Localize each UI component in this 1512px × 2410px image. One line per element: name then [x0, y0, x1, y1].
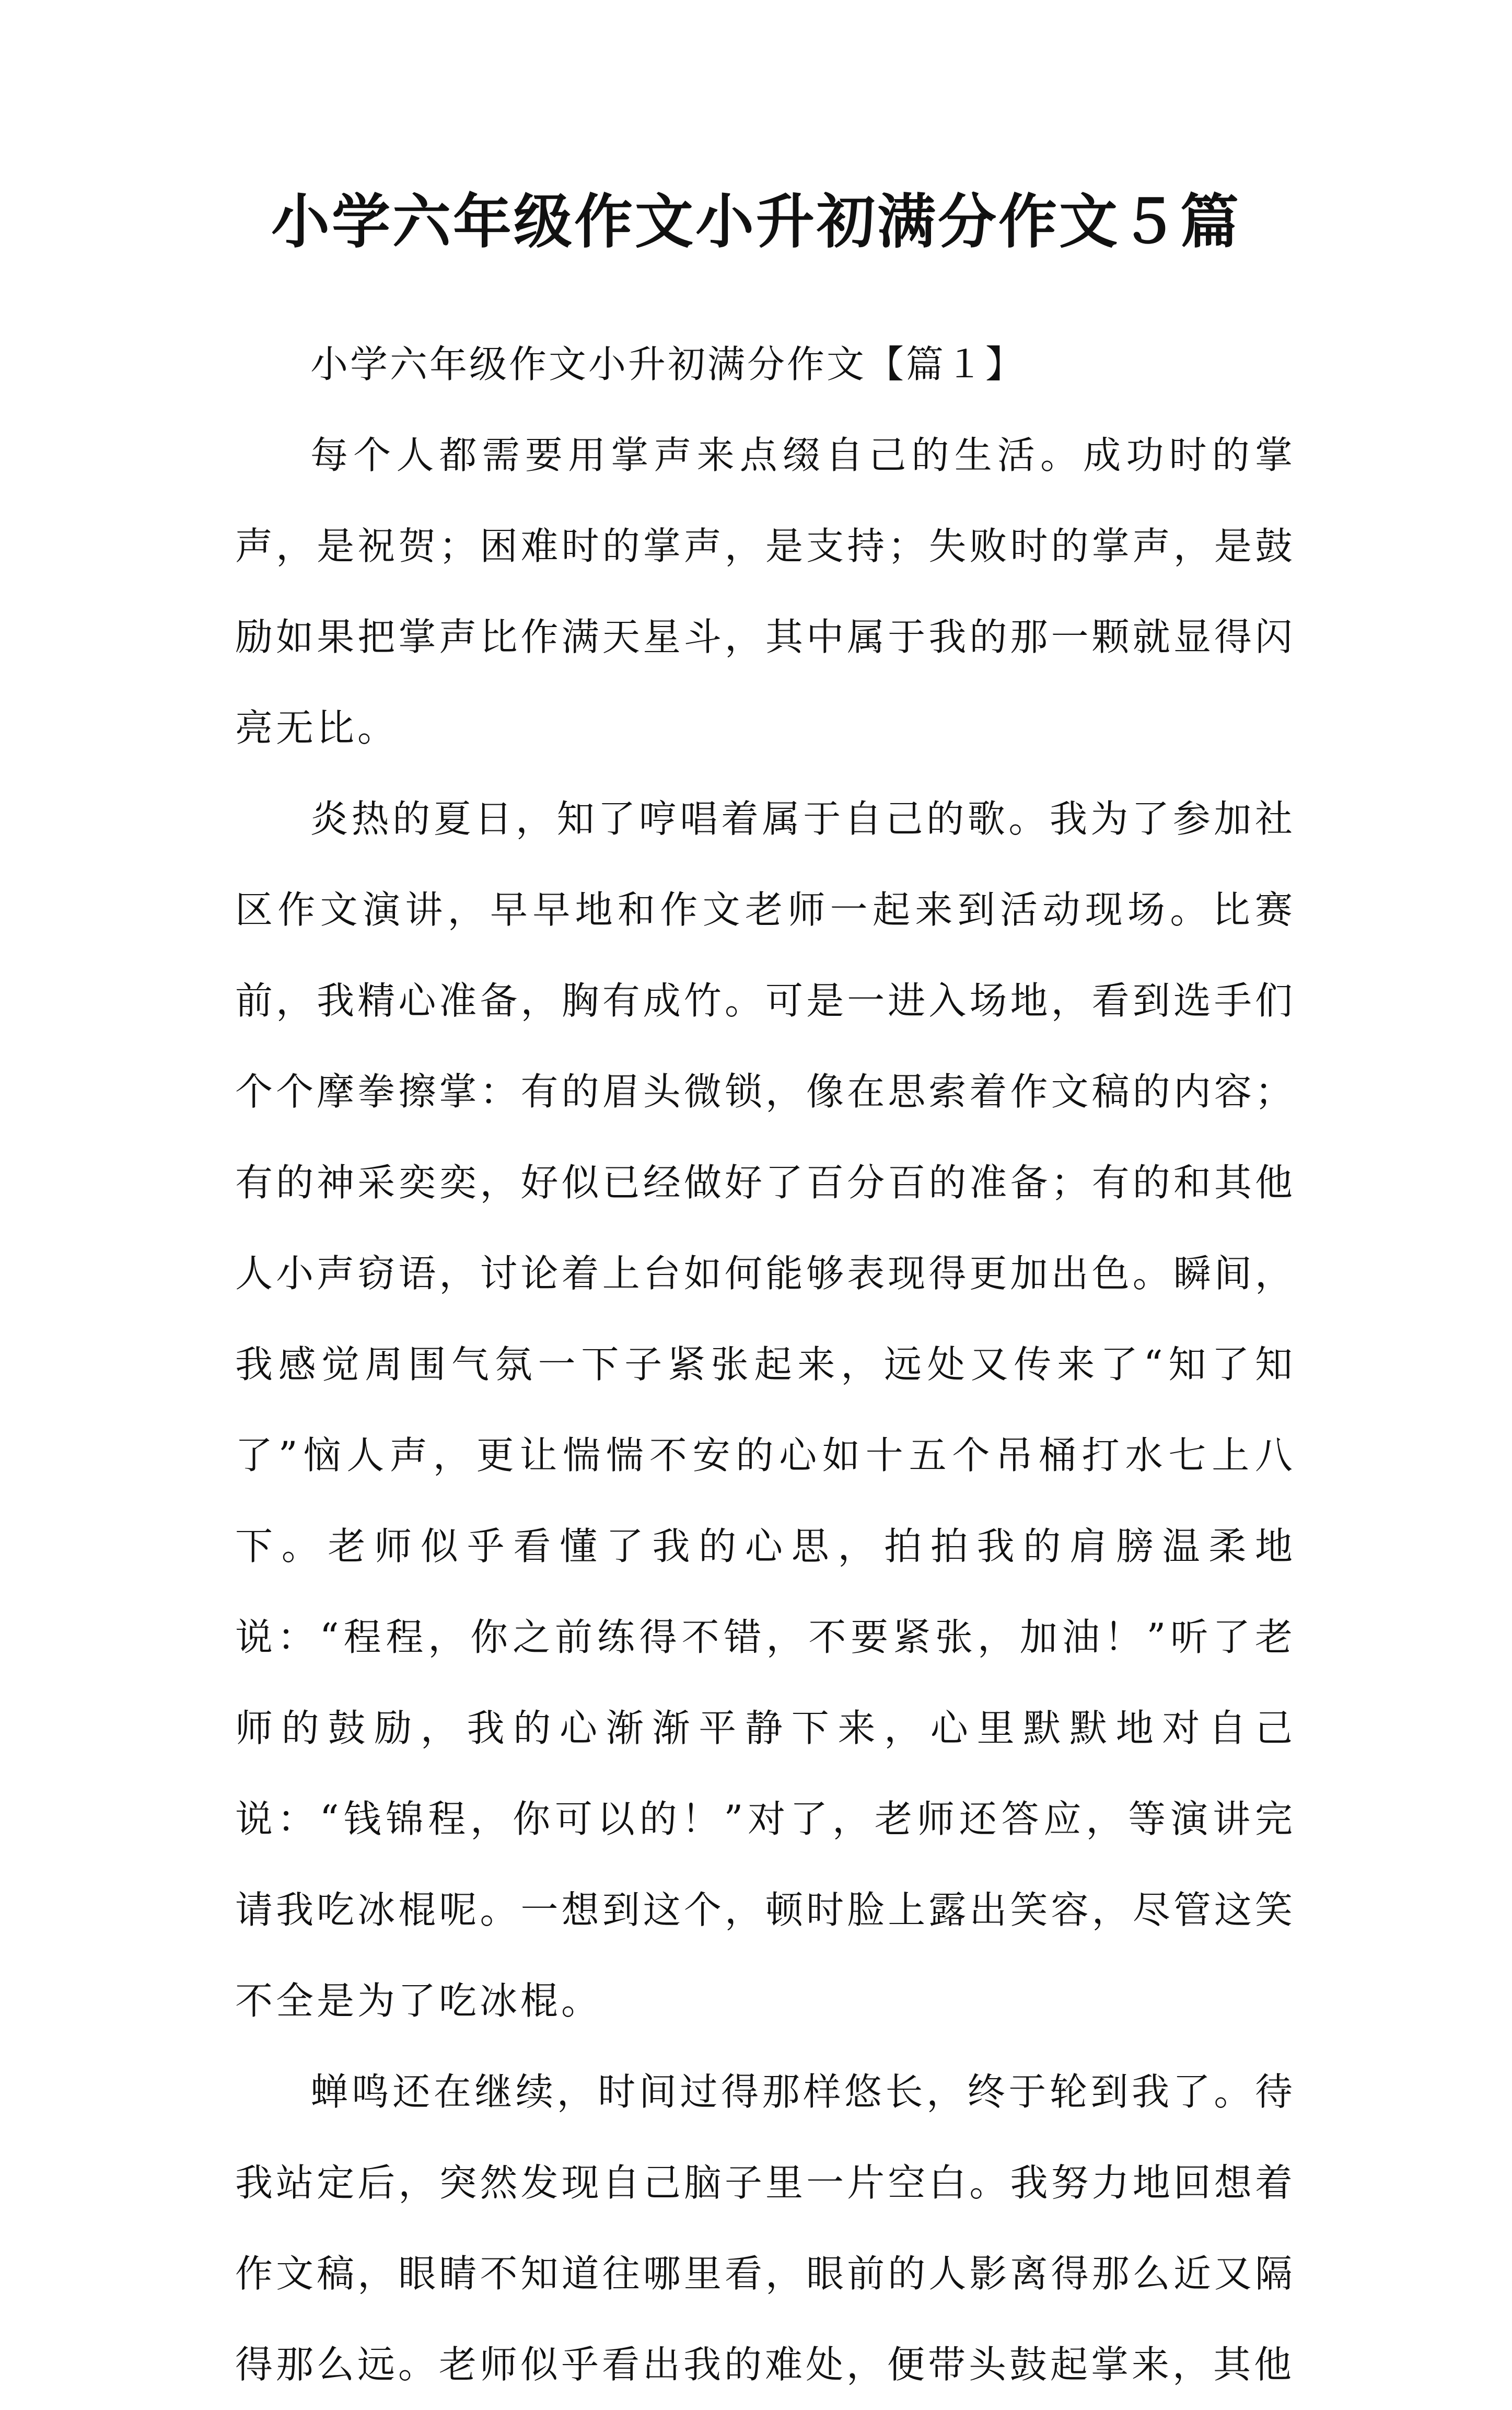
paragraph-2: 炎热的夏日，知了哼唱着属于自己的歌。我为了参加社区作文演讲，早早地和作文老师一起来到活动现场。比赛前，我精心准备，胸有成竹。可是一进入场地，看到选手们个个摩拳擦掌：有的眉头微锁，像在思索着作文稿的内容；有的神采奕奕，好似已经做好了百分百的准备；有的和其他人小声窃语，讨论着上台如何能够表现得更加出色。瞬间，我感觉周围气氛一下子紧张起来，远处又传来了“知了知了”恼人声，更让惴惴不安的心如十五个吊桶打水七上八下。老师似乎看懂了我的心思，拍拍我的肩膀温柔地说：“程程，你之前练得不错，不要紧张，加油！”听了老师的鼓励，我的心渐渐平静下来，心里默默地对自己说：“钱锦程，你可以的！”对了，老师还答应，等演讲完请我吃冰棍呢。一想到这个，顿时脸上露出笑容，尽管这笑不全是为了吃冰棍。 [235, 797, 1296, 2023]
section-heading: 小学六年级作文小升初满分作文【篇１】 [310, 342, 1026, 386]
paragraph-1: 每个人都需要用掌声来点缀自己的生活。成功时的掌声，是祝贺；困难时的掌声，是支持；失败时的掌声，是鼓励如果把掌声比作满天星斗，其中属于我的那一颗就显得闪亮无比。 [235, 433, 1296, 750]
document-body [235, 319, 1296, 2410]
document-title: 小学六年级作文小升初满分作文５篇 [271, 188, 1241, 256]
paragraph-3: 蝉鸣还在继续，时间过得那样悠长，终于轮到我了。待我站定后，突然发现自己脑子里一片空白。我努力地回想着作文稿，眼睛不知道往哪里看，眼前的人影离得那么近又隔得那么远。老师似乎看出我的难处，便带头鼓起掌来，其他 [235, 2070, 1296, 2386]
